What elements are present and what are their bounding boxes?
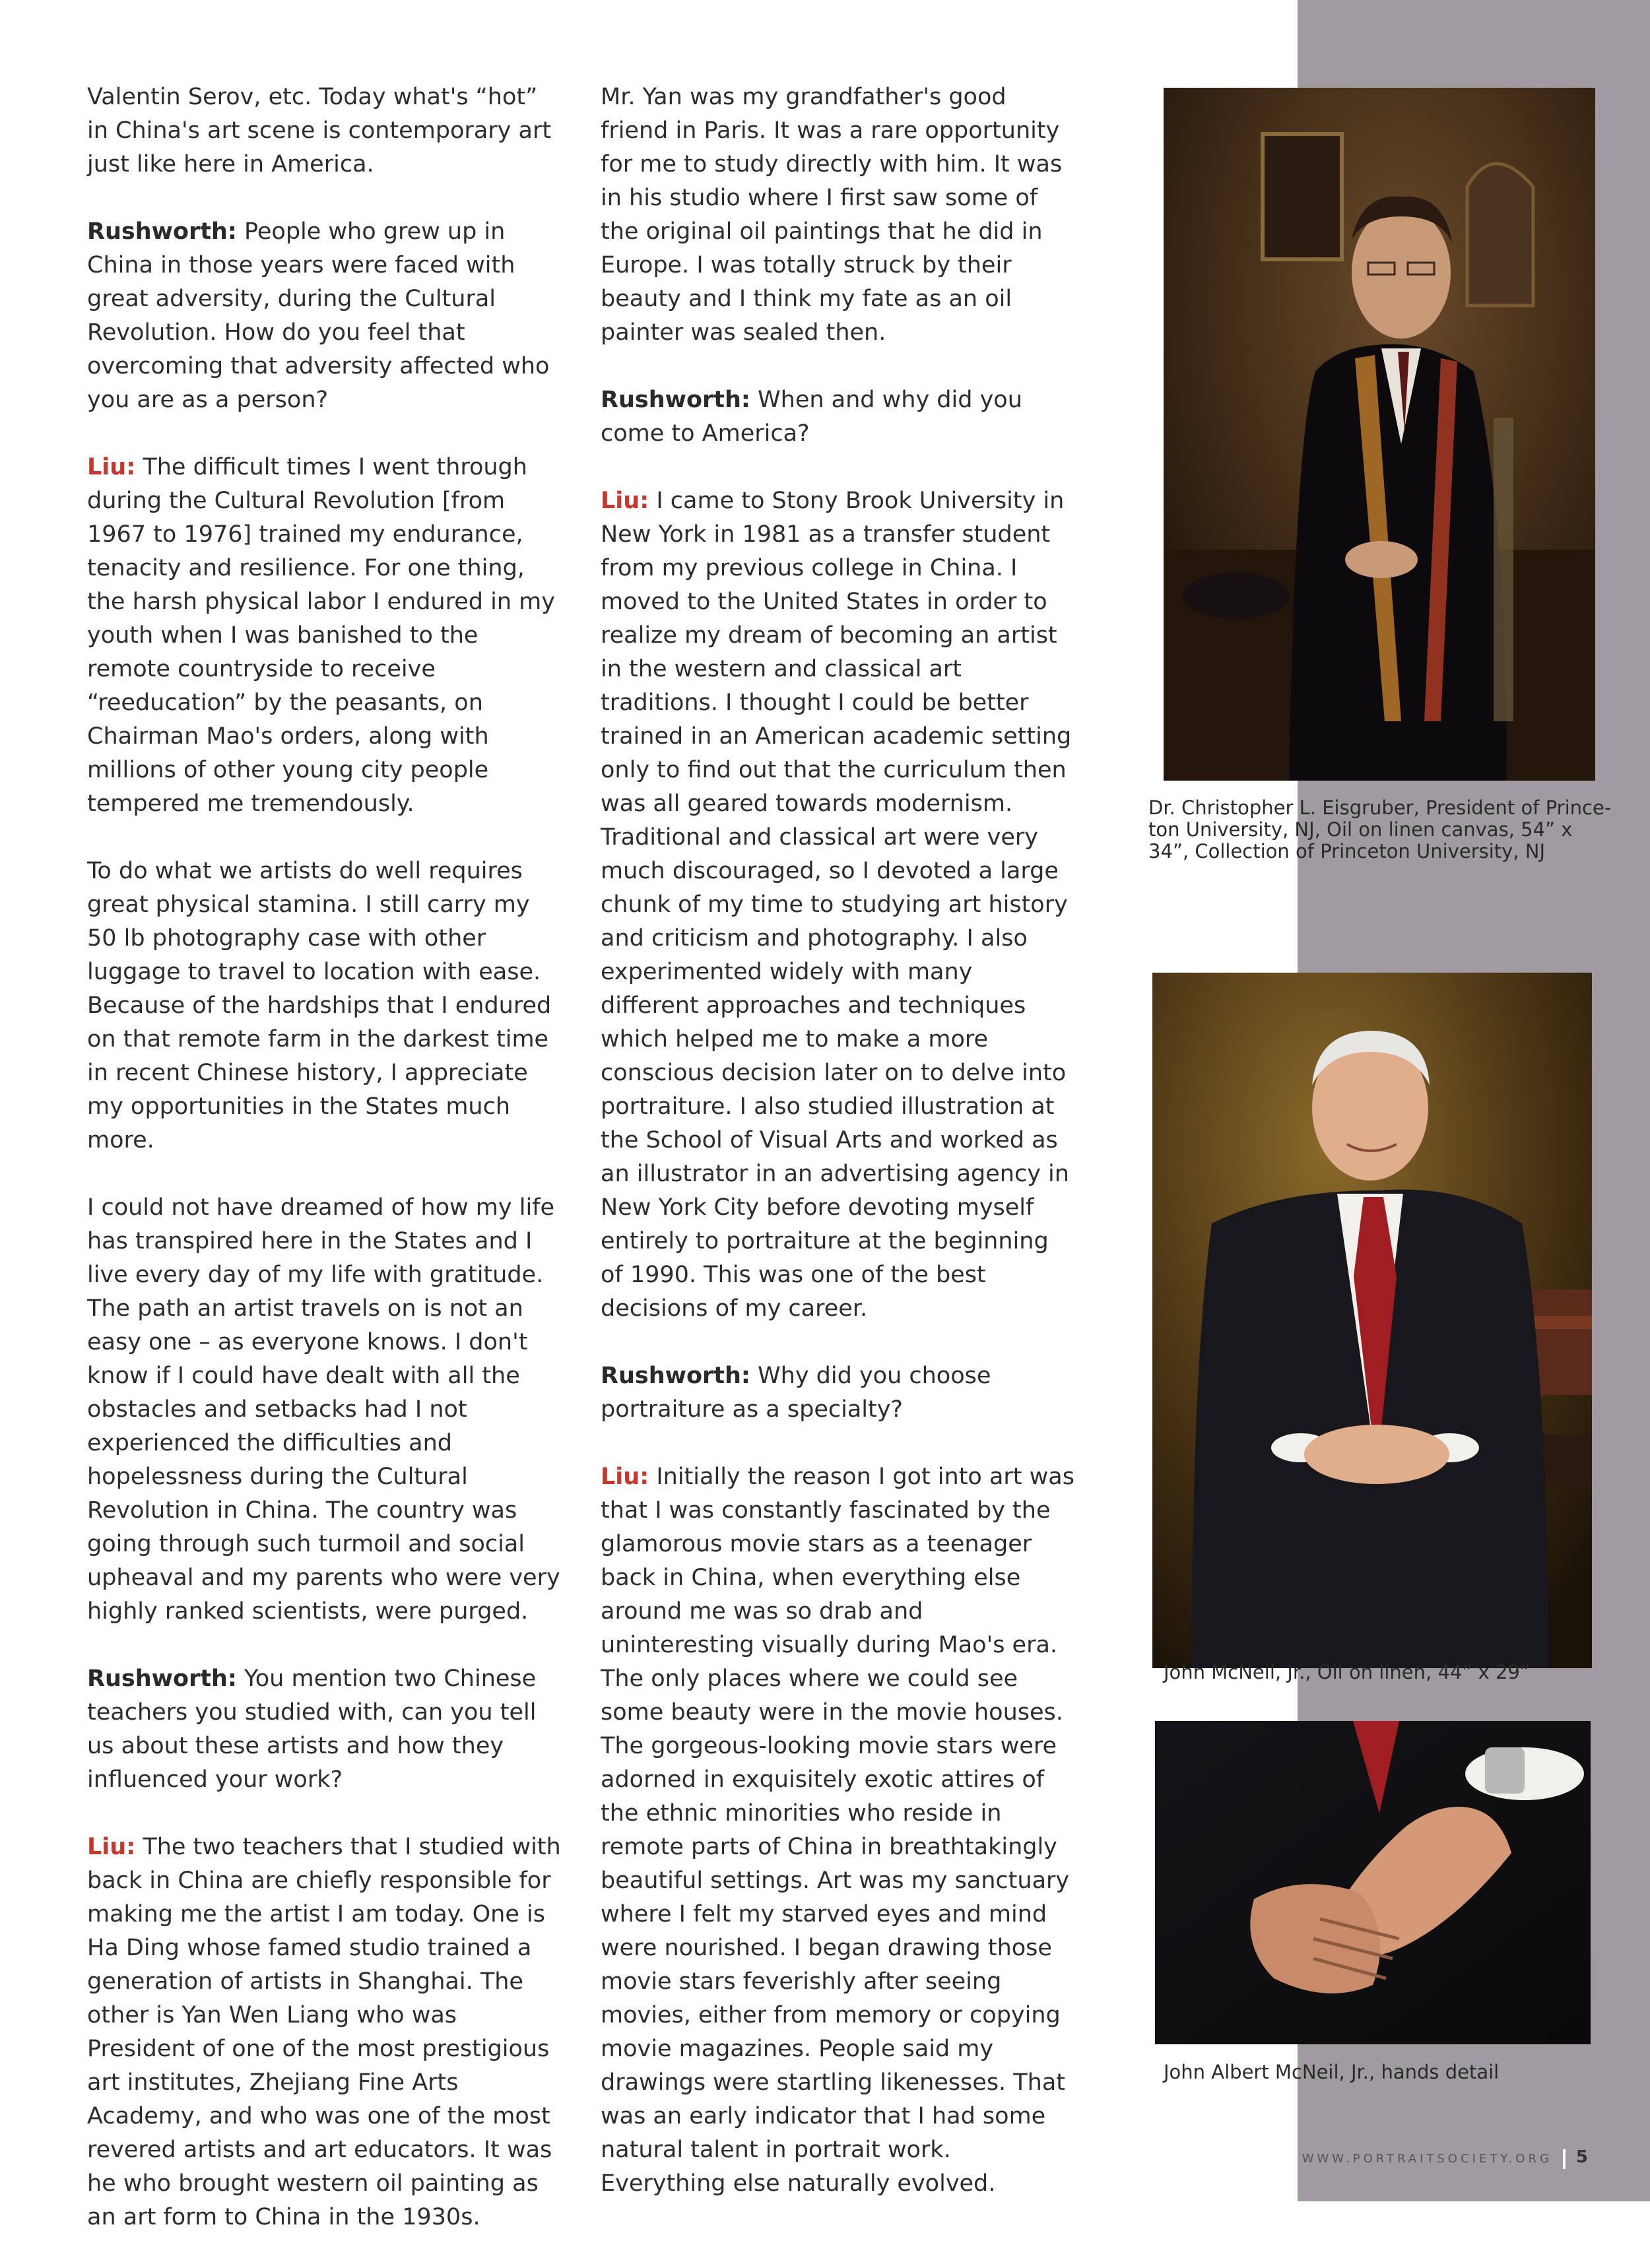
page-footer — [1302, 2147, 1588, 2169]
caption-eisgruber: Dr. Christopher L. Eisgruber, President of Prince-ton University, NJ, Oil on linen canvas, 54” x 34”, Collection of Princeton University, NJ — [1148, 796, 1612, 862]
caption-mcneil: John McNeil, Jr., Oil on linen, 44” x 29” — [1164, 1661, 1530, 1683]
speaker-liu: Liu: — [601, 488, 649, 514]
article-column-1 — [87, 81, 562, 2268]
paragraph: Rushworth: When and why did you come to America? — [601, 387, 1022, 447]
speaker-rushworth: Rushworth: — [87, 218, 237, 245]
speaker-liu: Liu: — [87, 1834, 136, 1860]
paragraph: Rushworth: You mention two Chinese teachers you studied with, can you tell us about these artists and how they influenced your work? — [87, 1666, 537, 1793]
paragraph: Mr. Yan was my grandfather's good friend in Paris. It was a rare opportunity for me to study directly with him. It was in his studio where I first saw some of the original oil paintings that he did in Europe. I was totally struck by their beauty and I think my fate as an oil painter was sealed then. — [601, 84, 1063, 346]
paragraph: Liu: The difficult times I went through during the Cultural Revolution [from 1967 to 1976] trained my endurance, tenacity and resilience. For one thing, the harsh physical labor I endured in my youth when I was banished to the remote countryside to receive “reeducation” by the peasants, on Chairman Mao's orders, along with millions of other young city people tempered me tremendously. — [87, 454, 555, 817]
paragraph: Liu: Initially the reason I got into art was that I was constantly fascinated by the glamorous movie stars as a teenager back in China, when everything else around me was so drab and uninteresting visually during Mao's era. The only places where we could see some beauty were in the movie houses. The gorgeous-looking movie stars were adorned in exquisitely exotic attires of the ethnic minorities who reside in remote parts of China in breathtakingly beautiful settings. Art was my sanctuary where I felt my starved eyes and mind were nourished. I began drawing those movie stars feverishly after seeing movies, either from memory or copying movie magazines. People said my drawings were startling likenesses. That was an early indicator that I had some natural talent in portrait work. Everything else naturally evolved. — [601, 1464, 1074, 2197]
speaker-liu: Liu: — [601, 1464, 649, 1490]
speaker-liu: Liu: — [87, 454, 136, 480]
paragraph: I could not have dreamed of how my life has transpired here in the States and I live every day of my life with gratitude. The path an artist travels on is not an easy one – as everyone knows. I don't know if I could have dealt with all the obstacles and setbacks had I not experienced the difficulties and hopelessness during the Cultural Revolution in China. The country was going through such turmoil and social upheaval and my parents who were very highly ranked scientists, were purged. — [87, 1194, 560, 1625]
paragraph: Rushworth: People who grew up in China in those years were faced with great adversity, during the Cultural Revolution. How do you feel that overcoming that adversity affected who you are as a person? — [87, 218, 550, 413]
paragraph: Rushworth: Why did you choose portraiture as a specialty? — [601, 1363, 991, 1423]
speaker-rushworth: Rushworth: — [601, 387, 750, 413]
page-number: 5 — [1575, 2147, 1588, 2167]
caption-hands-detail: John Albert McNeil, Jr., hands detail — [1164, 2061, 1500, 2083]
speaker-rushworth: Rushworth: — [87, 1666, 237, 1692]
portrait-image — [1152, 973, 1592, 1668]
paragraph: To do what we artists do well requires great physical stamina. I still carry my 50 lb photography case with other luggage to travel to location with ease. Because of the hardships that I endured on that remote farm in the darkest time in recent Chinese history, I appreciate my opportunities in the States much more. — [87, 858, 552, 1153]
detail-image — [1155, 1721, 1591, 2044]
paragraph: Liu: I came to Stony Brook University in New York in 1981 as a transfer student from my previous college in China. I moved to the United States in order to realize my dream of becoming an artist in the western and classical art traditions. I thought I could be better trained in an American academic setting only to find out that the curriculum then was all geared towards modernism. Traditional and classical art were very much discouraged, so I devoted a large chunk of my time to studying art history and criticism and photography. I also experimented widely with many different approaches and techniques which helped me to make a more conscious decision later on to delve into portraiture. I also studied illustration at the School of Visual Arts and worked as an illustrator in an advertising agency in New York City before devoting myself entirely to portraiture at the beginning of 1990. This was one of the best decisions of my career. — [601, 488, 1072, 1322]
speaker-rushworth: Rushworth: — [601, 1363, 750, 1389]
footer-divider — [1563, 2149, 1566, 2169]
paragraph: Valentin Serov, etc. Today what's “hot” in China's art scene is contemporary art just like here in America. — [87, 84, 552, 178]
article-column-2 — [601, 81, 1076, 2234]
paragraph: Liu: The two teachers that I studied with back in China are chiefly responsible for making me the artist I am today. One is Ha Ding whose famed studio trained a generation of artists in Shanghai. The other is Yan Wen Liang who was President of one of the most prestigious art institutes, Zhejiang Fine Arts Academy, and who was one of the most revered artists and art educators. It was he who brought western oil painting as an art form to China in the 1930s. — [87, 1834, 561, 2230]
website-url: WWW.PORTRAITSOCIETY.ORG — [1302, 2152, 1552, 2166]
painting-eisgruber — [1164, 88, 1595, 781]
painting-mcneil — [1152, 973, 1592, 1668]
portrait-image — [1164, 88, 1595, 781]
painting-hands-detail — [1155, 1721, 1591, 2044]
